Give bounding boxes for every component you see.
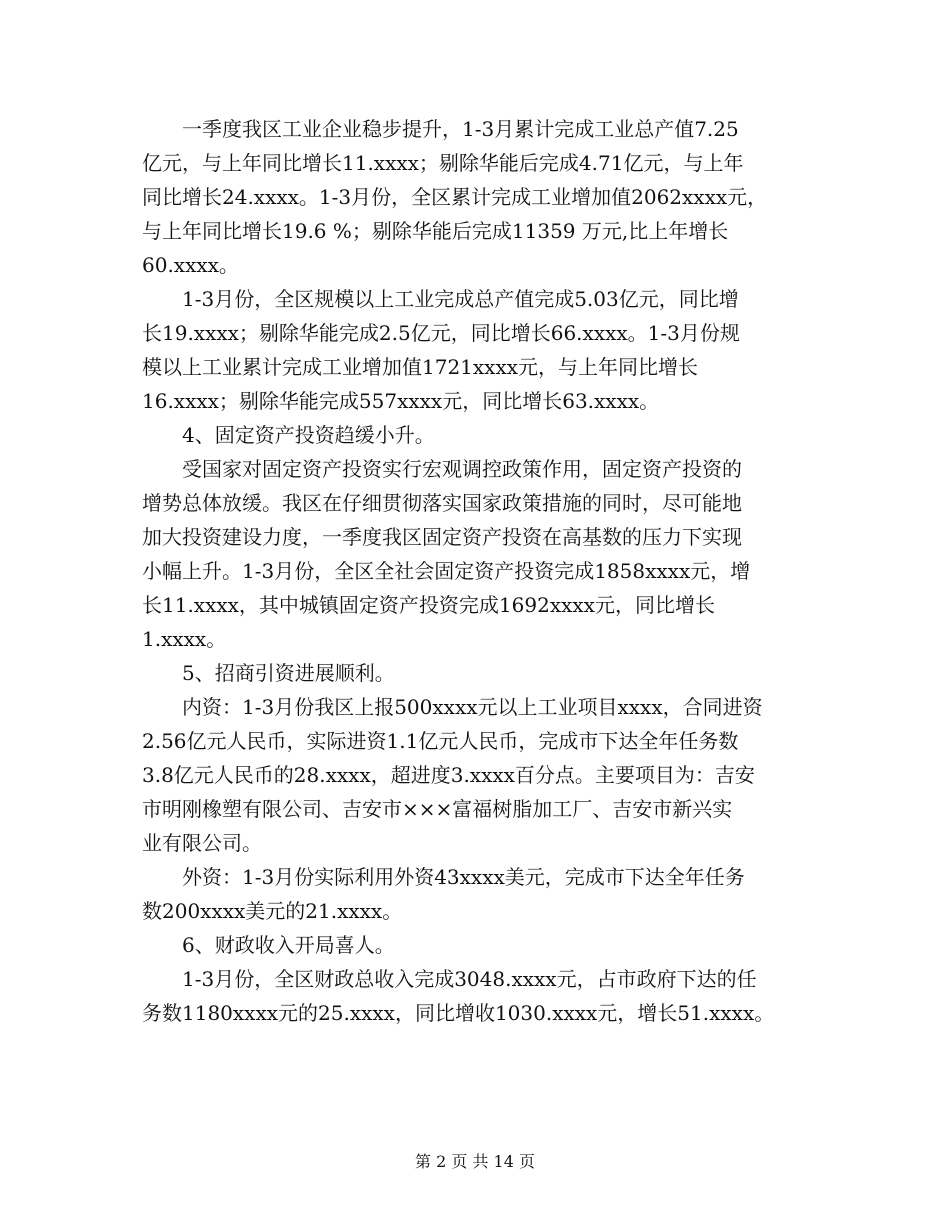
text-line: 模以上工业累计完成工业增加值1721xxxx元，与上年同比增长 xyxy=(142,355,699,379)
text-line: 一季度我区工业企业稳步提升，1-3月累计完成工业总产值7.25 xyxy=(142,117,739,141)
text-line: 市明刚橡塑有限公司、吉安市×××富福树脂加工厂、吉安市新兴实 xyxy=(142,797,733,821)
section-heading: 5、招商引资进展顺利。 xyxy=(142,661,395,685)
text-line: 与上年同比增长19.6 %；剔除华能后完成11359 万元,比上年增长 xyxy=(142,219,729,243)
text-line: 外资：1-3月份实际利用外资43xxxx美元，完成市下达全年任务 xyxy=(142,865,745,889)
text-line: 内资：1-3月份我区上报500xxxx元以上工业项目xxxx，合同进资 xyxy=(142,695,763,719)
text-line: 同比增长24.xxxx。1-3月份，全区累计完成工业增加值2062xxxx元， xyxy=(142,185,768,209)
text-line: 小幅上升。1-3月份，全区全社会固定资产投资完成1858xxxx元，增 xyxy=(142,559,751,583)
text-line: 亿元，与上年同比增长11.xxxx；剔除华能后完成4.71亿元，与上年 xyxy=(142,151,744,175)
text-line: 3.8亿元人民币的28.xxxx，超进度3.xxxx百分点。主要项目为：吉安 xyxy=(142,763,755,787)
section-heading: 4、固定资产投资趋缓小升。 xyxy=(142,423,435,447)
text-line: 60.xxxx。 xyxy=(142,253,239,277)
text-line: 受国家对固定资产投资实行宏观调控政策作用，固定资产投资的 xyxy=(142,457,742,481)
text-line: 务数1180xxxx元的25.xxxx，同比增收1030.xxxx元，增长51.xxxx。 xyxy=(142,1001,775,1025)
document-body xyxy=(142,112,812,1030)
text-line: 16.xxxx；剔除华能完成557xxxx元，同比增长63.xxxx。 xyxy=(142,389,660,413)
text-line: 1-3月份，全区财政总收入完成3048.xxxx元，占市政府下达的任 xyxy=(142,967,757,991)
text-line: 数200xxxx美元的21.xxxx。 xyxy=(142,899,403,923)
text-line: 长19.xxxx；剔除华能完成2.5亿元，同比增长66.xxxx。1-3月份规 xyxy=(142,321,740,345)
section-heading: 6、财政收入开局喜人。 xyxy=(142,933,395,957)
text-line: 业有限公司。 xyxy=(142,831,262,855)
page-footer: 第 2 页 共 14 页 xyxy=(415,1152,535,1171)
text-line: 1-3月份，全区规模以上工业完成总产值完成5.03亿元，同比增 xyxy=(142,287,739,311)
text-line: 增势总体放缓。我区在仔细贯彻落实国家政策措施的同时，尽可能地 xyxy=(142,491,742,515)
text-line: 加大投资建设力度，一季度我区固定资产投资在高基数的压力下实现 xyxy=(142,525,742,549)
text-line: 1.xxxx。 xyxy=(142,627,227,651)
text-line: 2.56亿元人民币，实际进资1.1亿元人民币，完成市下达全年任务数 xyxy=(142,729,739,753)
text-line: 长11.xxxx，其中城镇固定资产投资完成1692xxxx元，同比增长 xyxy=(142,593,715,617)
